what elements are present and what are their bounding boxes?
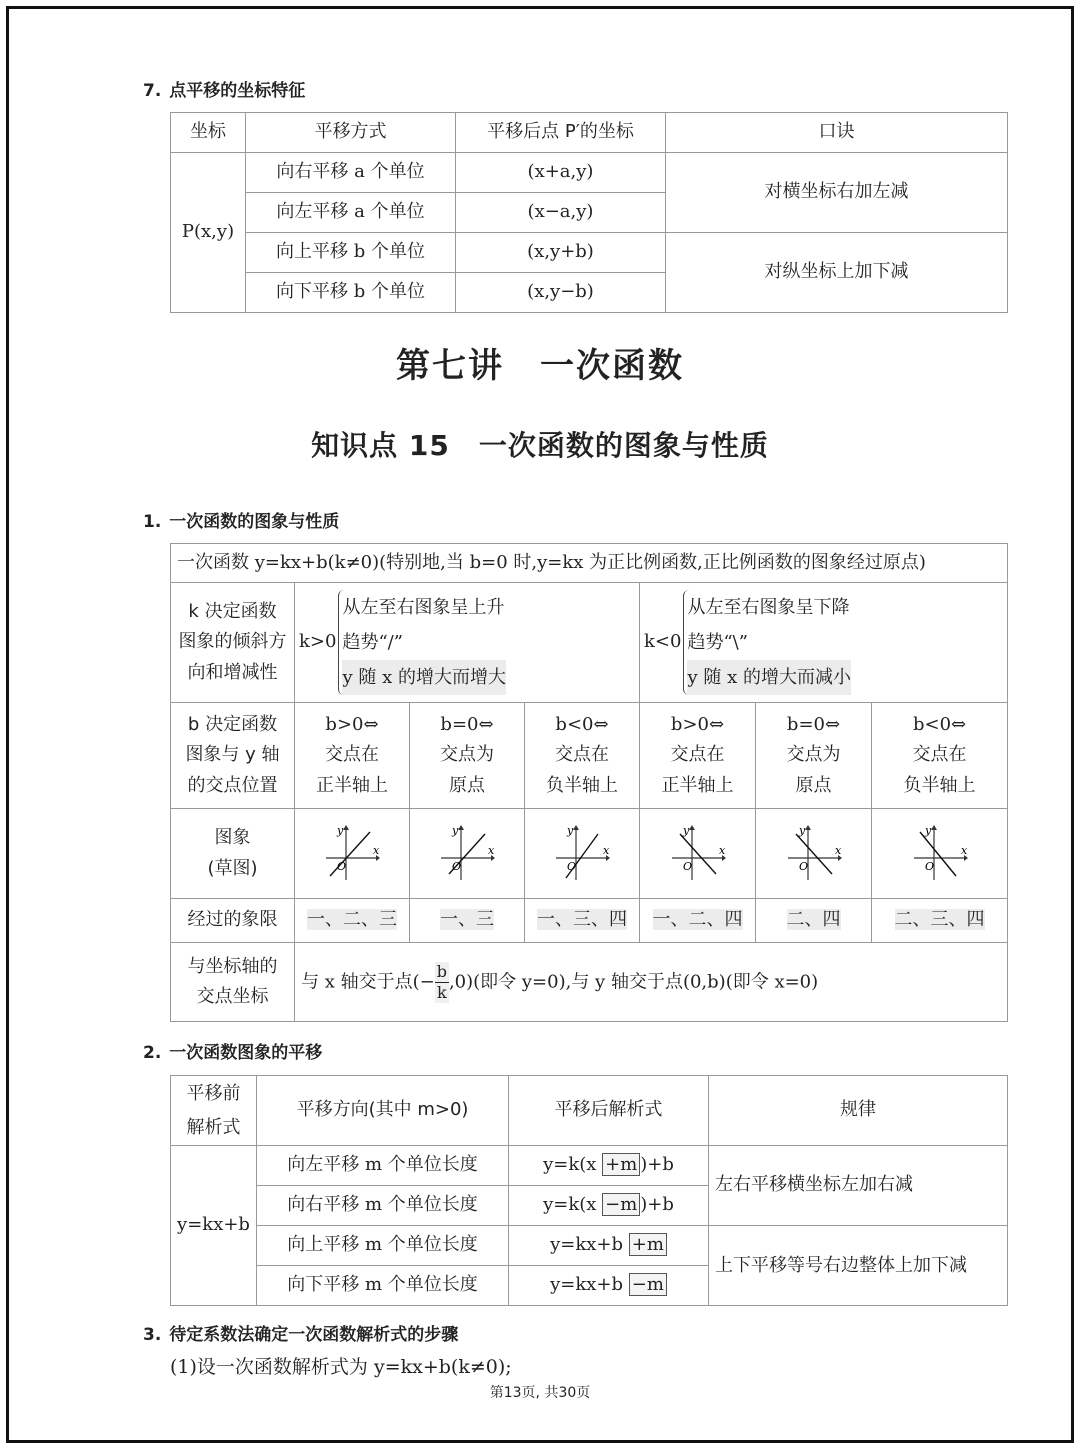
b-line: b>0⇔	[325, 713, 379, 735]
b-cell	[525, 703, 640, 809]
chapter-title: 第七讲 一次函数	[396, 346, 684, 386]
quadrant-cell	[640, 899, 756, 943]
section-title: 一次函数图象的平移	[169, 1043, 323, 1063]
translate-direction: 向上平移 m 个单位长度	[257, 1226, 509, 1266]
y-axis-arrow	[343, 825, 349, 830]
translated-coord: (x+a,y)	[456, 153, 666, 193]
y-label: y	[924, 823, 931, 837]
quadrant-value: 一、二、四	[652, 909, 743, 931]
b-cell	[756, 703, 872, 809]
label-line: 图象	[214, 827, 251, 848]
graph-label	[171, 809, 295, 899]
section-title: 待定系数法确定一次函数解析式的步骤	[169, 1325, 459, 1345]
translated-coord: (x,y−b)	[456, 273, 666, 313]
linear-function-properties-table	[170, 543, 1008, 1022]
k-negative-brace	[683, 590, 851, 695]
graph-cell	[295, 809, 410, 899]
graph-cell	[756, 809, 872, 899]
sketch-k-pos-b-neg	[552, 824, 612, 884]
x-label: x	[960, 843, 967, 857]
y-label: y	[682, 823, 689, 837]
b-line: b=0⇔	[786, 713, 841, 735]
graph-cell	[640, 809, 756, 899]
b-line: 交点在	[555, 744, 609, 766]
translation-way: 向上平移 b 个单位	[246, 233, 456, 273]
rule-x: 对横坐标右加左减	[666, 153, 1008, 233]
graph-cell	[410, 809, 525, 899]
b-line: 交点为	[786, 744, 841, 766]
formula-pre: y=k(x	[543, 1154, 603, 1176]
label-line: 图象与 y 轴	[185, 744, 280, 766]
y-label: y	[337, 823, 344, 837]
rule-y: 对纵坐标上加下减	[666, 233, 1008, 313]
quadrant-label: 经过的象限	[171, 899, 295, 943]
b-line: b<0⇔	[912, 713, 967, 735]
quadrant-value: 二、三、四	[894, 909, 985, 931]
point-translation-table	[170, 112, 1008, 313]
sketch-k-neg-b-neg	[910, 824, 970, 884]
header-original: 平移前解析式	[171, 1076, 257, 1146]
k-positive-brace	[338, 590, 506, 695]
quadrant-cell	[872, 899, 1008, 943]
b-line: b>0⇔	[670, 713, 725, 735]
knowledge-point-title: 知识点 15 一次函数的图象与性质	[311, 429, 769, 462]
formula-box: +m	[602, 1153, 640, 1176]
base-formula: y=kx+b	[171, 1146, 257, 1306]
sketch-k-pos-b-zero	[437, 824, 497, 884]
header-coordinate: 坐标	[171, 113, 246, 153]
b-line: 负半轴上	[546, 774, 618, 796]
k-negative-line: 从左至右图象呈下降	[687, 597, 850, 618]
function-line	[330, 832, 370, 876]
label-line: b 决定函数	[187, 713, 278, 735]
graph-cell	[872, 809, 1008, 899]
step-1: (1)设一次函数解析式为 y=kx+b(k≠0);	[170, 1356, 512, 1378]
formula-box: −m	[602, 1193, 640, 1216]
sketch-k-neg-b-pos	[668, 824, 728, 884]
header-mnemonic: 口诀	[666, 113, 1008, 153]
b-cell	[410, 703, 525, 809]
k-label	[171, 583, 295, 703]
y-axis-arrow	[458, 825, 464, 830]
quadrant-cell	[756, 899, 872, 943]
k-negative-cell	[640, 583, 1008, 703]
point-cell: P(x,y)	[171, 153, 246, 313]
origin-label: O	[798, 859, 808, 873]
translate-direction: 向右平移 m 个单位长度	[257, 1186, 509, 1226]
translated-coord: (x−a,y)	[456, 193, 666, 233]
y-axis-arrow	[689, 825, 695, 830]
k-positive-line: 趋势“/”	[342, 632, 403, 653]
y-label: y	[798, 823, 805, 837]
section-number: 2.	[143, 1043, 162, 1063]
fraction-numerator: b	[436, 961, 447, 981]
origin-label: O	[567, 859, 577, 873]
label-line: 向和增减性	[187, 661, 278, 683]
b-line: 交点在	[912, 744, 967, 766]
k-positive-line: y 随 x 的增大而增大	[342, 660, 506, 695]
quadrant-value: 一、二、三	[307, 909, 397, 931]
page-footer: 第13页, 共30页	[489, 1385, 591, 1401]
k-negative-line: 趋势“\”	[687, 632, 748, 653]
x-label: x	[718, 843, 725, 857]
k-positive-condition: k>0	[299, 631, 337, 653]
y-label: y	[567, 823, 574, 837]
quadrant-cell	[410, 899, 525, 943]
k-positive-line: 从左至右图象呈上升	[342, 597, 505, 618]
k-positive-cell	[295, 583, 640, 703]
translation-way: 向右平移 a 个单位	[246, 153, 456, 193]
rule-left-right: 左右平移横坐标左加右减	[709, 1146, 1008, 1226]
formula-post: )+b	[640, 1154, 674, 1176]
label-line: 与坐标轴的	[187, 955, 278, 977]
header-new-coordinate: 平移后点 P′的坐标	[456, 113, 666, 153]
fraction-denominator: k	[436, 982, 447, 1002]
intro-row: 一次函数 y=kx+b(k≠0)(特别地,当 b=0 时,y=kx 为正比例函数,正比例函数的图象经过原点)	[171, 544, 1008, 583]
b-line: 交点为	[440, 744, 494, 766]
y-axis-arrow	[931, 825, 937, 830]
b-line: b<0⇔	[555, 713, 609, 735]
graph-translation-table	[170, 1075, 1008, 1306]
x-label: x	[488, 843, 495, 857]
b-line: 交点在	[325, 744, 379, 766]
b-cell	[295, 703, 410, 809]
x-label: x	[603, 843, 610, 857]
x-label: x	[834, 843, 841, 857]
origin-label: O	[924, 859, 934, 873]
b-line: 负半轴上	[903, 774, 976, 796]
label-line: 交点坐标	[196, 986, 269, 1007]
y-axis-arrow	[573, 825, 579, 830]
b-line: 正半轴上	[316, 774, 388, 796]
origin-label: O	[682, 859, 692, 873]
sketch-k-pos-b-pos	[322, 824, 382, 884]
label-line: (草图)	[207, 857, 258, 879]
y-label: y	[452, 823, 459, 837]
translated-formula	[509, 1266, 709, 1306]
k-negative-line: y 随 x 的增大而减小	[687, 660, 851, 695]
fraction-b-over-k	[435, 962, 449, 1003]
b-cell	[872, 703, 1008, 809]
header-rule: 规律	[709, 1076, 1008, 1146]
translated-formula	[509, 1226, 709, 1266]
formula-pre: y=kx+b	[550, 1274, 629, 1296]
b-line: 原点	[795, 774, 832, 796]
quadrant-value: 二、四	[786, 909, 841, 931]
section-number: 3.	[143, 1325, 162, 1345]
k-negative-condition: k<0	[644, 631, 682, 653]
translation-way: 向下平移 b 个单位	[246, 273, 456, 313]
translated-coord: (x,y+b)	[456, 233, 666, 273]
formula-pre: y=k(x	[543, 1194, 603, 1216]
header-result: 平移后解析式	[509, 1076, 709, 1146]
b-cell	[640, 703, 756, 809]
label-line: 的交点位置	[187, 774, 278, 796]
graph-cell	[525, 809, 640, 899]
rule-up-down: 上下平移等号右边整体上加下减	[709, 1226, 1008, 1306]
section-title: 一次函数的图象与性质	[169, 512, 340, 532]
header-direction: 平移方向(其中 m>0)	[257, 1076, 509, 1146]
formula-box: −m	[629, 1273, 667, 1296]
section-1-heading	[143, 507, 339, 532]
translated-formula	[509, 1146, 709, 1186]
header-method: 平移方式	[246, 113, 456, 153]
b-line: 交点在	[670, 744, 725, 766]
b-line: b=0⇔	[440, 713, 494, 735]
sketch-k-neg-b-zero	[784, 824, 844, 884]
label-line: k 决定函数	[188, 600, 277, 622]
b-line: 正半轴上	[661, 774, 734, 796]
x-label: x	[373, 843, 380, 857]
section-3-heading	[143, 1320, 458, 1345]
origin-label: O	[337, 859, 347, 873]
section-title: 点平移的坐标特征	[169, 81, 306, 101]
section-number: 1.	[143, 512, 162, 532]
quadrant-value: 一、三、四	[537, 909, 627, 931]
translate-direction: 向左平移 m 个单位长度	[257, 1146, 509, 1186]
formula-pre: y=kx+b	[550, 1234, 629, 1256]
translated-formula	[509, 1186, 709, 1226]
quadrant-cell	[295, 899, 410, 943]
b-line: 原点	[449, 774, 485, 796]
intersection-text-post: ,0)(即令 y=0),与 y 轴交于点(0,b)(即令 x=0)	[448, 971, 819, 992]
intersection-cell	[295, 943, 1008, 1022]
formula-box: +m	[629, 1233, 667, 1256]
quadrant-cell	[525, 899, 640, 943]
intersection-label	[171, 943, 295, 1022]
b-label	[171, 703, 295, 809]
origin-label: O	[452, 859, 462, 873]
intersection-text-pre: 与 x 轴交于点(−	[301, 971, 435, 992]
formula-post: )+b	[640, 1194, 674, 1216]
translate-direction: 向下平移 m 个单位长度	[257, 1266, 509, 1306]
section-number: 7.	[143, 81, 162, 101]
label-line: 图象的倾斜方	[178, 631, 287, 653]
section-2-heading	[143, 1038, 322, 1063]
translation-way: 向左平移 a 个单位	[246, 193, 456, 233]
section-7-heading	[143, 76, 305, 101]
y-axis-arrow	[805, 825, 811, 830]
quadrant-value: 一、三	[440, 909, 494, 931]
